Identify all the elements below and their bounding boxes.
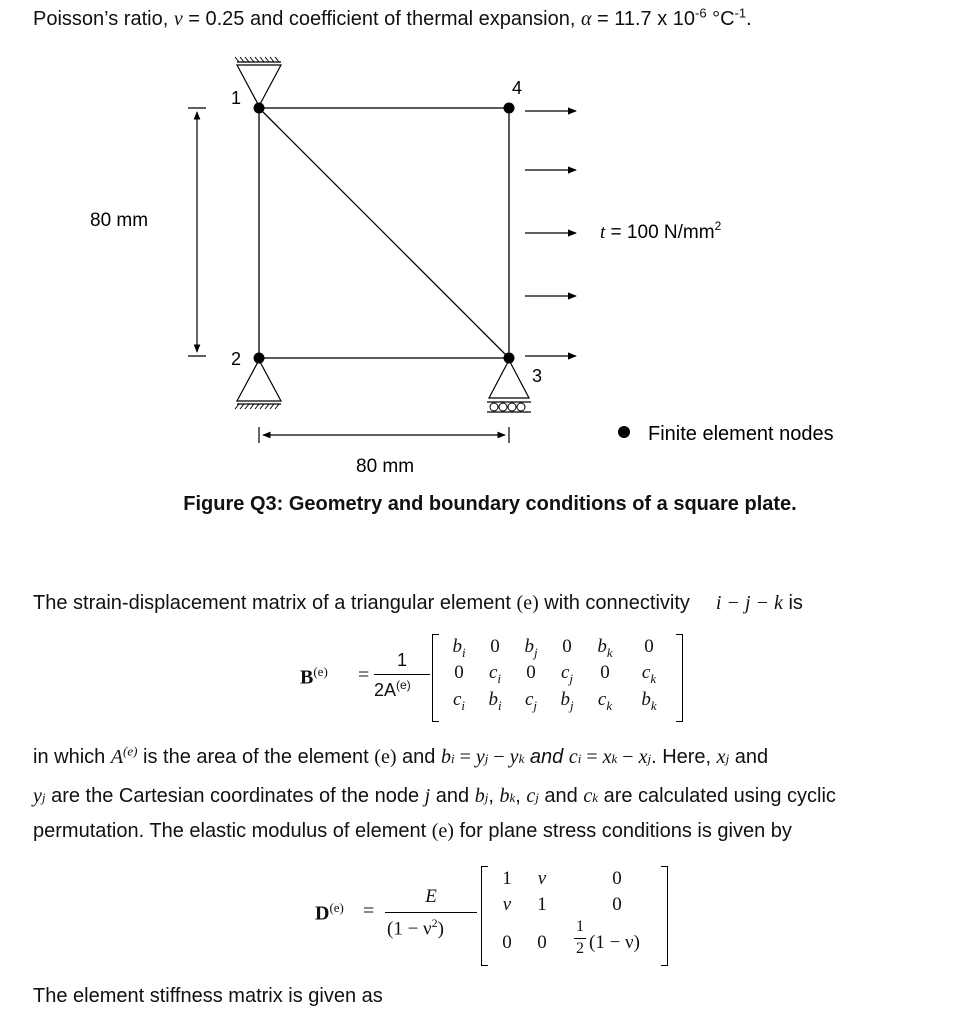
b-matrix-cell: $c_i$ xyxy=(488,662,502,686)
b-matrix-cell: $b_k$ xyxy=(597,636,613,660)
para-definitions-1: in which $A^{(e)}$ is the area of the element (e) and bi = yj − yk and ci = xk − xj. Here, xj and xyxy=(33,743,769,768)
dimension-vertical xyxy=(188,108,206,356)
dimension-horizontal-label: 80 mm xyxy=(356,456,415,477)
b-matrix-cell: $c_j$ xyxy=(560,662,574,686)
para-strain-displacement: The strain-displacement matrix of a triangular element (e) with connectivity i − j − k is xyxy=(33,592,803,614)
pin-support-bottom xyxy=(235,360,281,409)
traction-arrows xyxy=(525,111,576,356)
node-2-label: 2 xyxy=(231,349,242,369)
node-1-label: 1 xyxy=(231,88,242,108)
intro-line: Poisson’s ratio, ν = 0.25 and coefficient of thermal expansion, α = 11.7 x $10^{-6}$ $^\circ C^{-1}$. xyxy=(33,5,752,30)
b-matrix-cell: $b_k$ xyxy=(641,689,657,713)
b-matrix-cell: $b_j$ xyxy=(560,689,574,713)
legend-text: Finite element nodes xyxy=(648,423,834,445)
plate-diagonal xyxy=(259,108,509,358)
dimension-horizontal xyxy=(259,427,509,443)
b-matrix-cell: $c_k$ xyxy=(641,662,657,686)
b-matrix-cell: 0 xyxy=(562,636,572,657)
b-matrix-cell: $b_j$ xyxy=(524,636,538,660)
node-3-label: 3 xyxy=(532,366,543,386)
b-matrix xyxy=(438,634,676,720)
b-matrix-cell: $c_k$ xyxy=(597,689,613,713)
para-stiffness: The element stiffness matrix is given as xyxy=(33,985,383,1007)
b-matrix-cell: $c_j$ xyxy=(524,689,538,713)
para-definitions-3: permutation. The elastic modulus of element (e) for plane stress conditions is given by xyxy=(33,820,792,842)
traction-label: t = 100 $N/mm^2$ xyxy=(600,219,722,243)
b-matrix-cell: $b_i$ xyxy=(452,636,466,660)
figure-caption: Figure Q3: Geometry and boundary conditions of a square plate. xyxy=(183,493,797,515)
node-4-dot xyxy=(504,103,515,114)
b-matrix-cell: 0 xyxy=(454,662,464,683)
b-matrix-cell: 0 xyxy=(526,662,536,683)
node-2-dot xyxy=(254,353,265,364)
node-1-dot xyxy=(254,103,265,114)
b-matrix-equation: $B^{(e)}$ = 1 $2A^{(e)}$ $b_i$ 0 $b_j$ 0 $b_k$ 0 0 $c_i$ 0 $c_j$ 0 $c_k$ $c_i$ $b_i$ $c_j$ $b_j$ $c_k$ $b_k$ xyxy=(300,630,700,725)
d-matrix-equation: $D^{(e)}$ = E $(1 - \nu^2)$ 1 ν 0 ν 1 0 0 0 1 2 (1 − ν) xyxy=(315,862,675,967)
legend-node-dot xyxy=(618,426,630,438)
node-3-dot xyxy=(504,353,515,364)
b-matrix-cell: $c_i$ xyxy=(452,689,466,713)
b-matrix-cell: 0 xyxy=(600,662,610,683)
b-matrix-cell: $b_i$ xyxy=(488,689,502,713)
dimension-vertical-label: 80 mm xyxy=(90,210,149,231)
d-matrix: 1 ν 0 ν 1 0 0 0 1 2 (1 − ν) xyxy=(502,868,640,957)
node-4-label: 4 xyxy=(512,78,523,98)
plate-figure xyxy=(0,40,980,480)
pin-support-top xyxy=(235,57,281,106)
para-definitions-2: yj are the Cartesian coordinates of the node j and bj, bk, cj and ck are calculated using cyclic xyxy=(33,785,836,807)
b-matrix-cell: 0 xyxy=(644,636,654,657)
b-matrix-cell: 0 xyxy=(490,636,500,657)
roller-support xyxy=(487,360,531,412)
